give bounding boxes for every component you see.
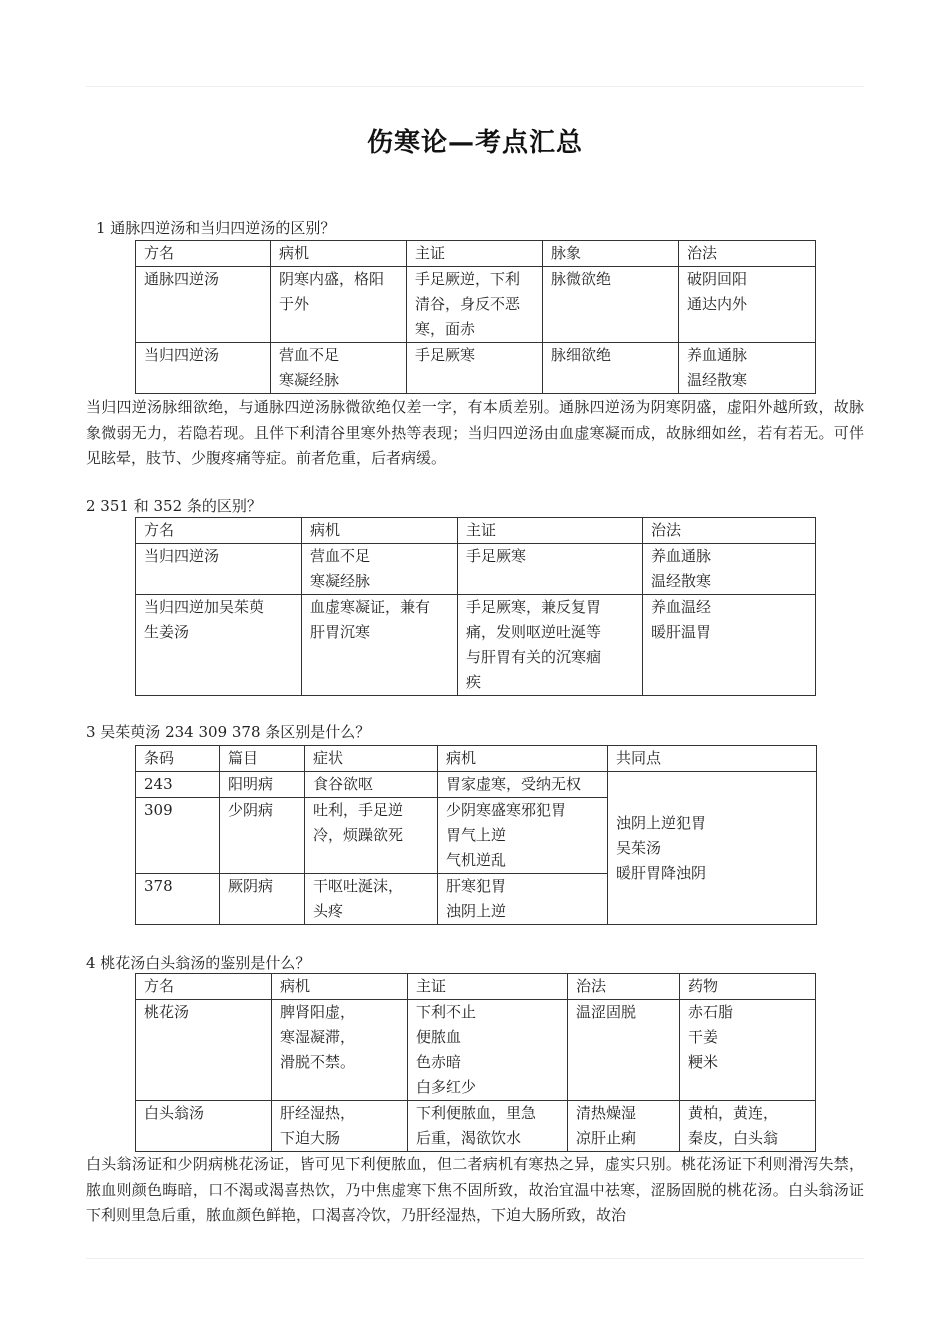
table-header-cell: 主证 (458, 518, 643, 544)
table-cell (438, 874, 608, 925)
cell-line: 暖肝温胃 (651, 623, 712, 641)
page-title: 伤寒论—考点汇总 (366, 128, 583, 158)
cell-line: 疾 (466, 673, 482, 691)
table-cell (272, 1000, 408, 1101)
table-cell (136, 772, 220, 798)
table-row (136, 544, 816, 595)
cell-line: 冷，烦躁欲死 (313, 826, 404, 844)
cell-line: 于外 (279, 295, 310, 313)
q3-table-body (136, 746, 817, 925)
cell-line: 当归四逆汤 (144, 547, 220, 565)
cell-line: 干呕吐涎沫， (313, 877, 404, 895)
table-cell (680, 1101, 816, 1152)
table-header-cell: 主证 (408, 974, 568, 1000)
table-cell (458, 595, 643, 696)
cell-line: 营血不足 (310, 547, 371, 565)
cell-line: 浊阴上逆 (446, 902, 507, 920)
q1-table (135, 240, 816, 394)
cell-line: 脉细欲绝 (551, 346, 612, 364)
q3-table (135, 745, 817, 925)
table-row (136, 1101, 816, 1152)
table-cell (568, 1000, 680, 1101)
table-header-row (136, 241, 816, 267)
q4-explanation: 白头翁汤证和少阴病桃花汤证，皆可见下利便脓血，但二者病机有寒热之异，虚实只别。桃花汤证下利则滑泻失禁，脓血则颜色晦暗，口不渴或渴喜热饮，乃中焦虚寒下焦不固所致，故治宜温中祛寒，涩肠固脱的桃花汤。白头翁汤证下利则里急后重，脓血颜色鲜艳，口渴喜冷饮，乃肝经湿热，下迫大肠所致，故治 (86, 1155, 864, 1224)
table-cell (220, 798, 305, 874)
table-cell (136, 343, 271, 394)
q2-table (135, 517, 816, 696)
cell-line: 手足厥寒 (415, 346, 476, 364)
table-cell (136, 544, 302, 595)
cell-line: 下利便脓血，里急 (416, 1104, 537, 1122)
table-cell (305, 798, 438, 874)
cell-line: 寒湿凝滞， (280, 1028, 356, 1046)
table-cell (408, 1101, 568, 1152)
table-cell (271, 267, 407, 343)
question-3-label: 3 吴茱萸汤 234 309 378 条区别是什么？ (86, 723, 371, 741)
cell-line: 当归四逆汤 (144, 346, 220, 364)
table-cell (305, 772, 438, 798)
table-header-cell: 条码 (136, 746, 220, 772)
q2-table-body (136, 518, 816, 696)
cell-line: 243 (144, 775, 173, 793)
q1-explanation: 当归四逆汤脉细欲绝，与通脉四逆汤脉微欲绝仅差一字，有本质差别。通脉四逆汤为阴寒阴盛，虚阳外越所致，故脉象微弱无力，若隐若现。且伴下利清谷里寒外热等表现；当归四逆汤由血虚寒凝而成，故脉细如丝，若有若无。可伴见眩晕，肢节、少腹疼痛等症。前者危重，后者病缓。 (86, 398, 864, 467)
cell-line: 手足厥寒，兼反复胃 (466, 598, 602, 616)
cell-line: 肝寒犯胃 (446, 877, 507, 895)
table-cell (272, 1101, 408, 1152)
table-cell (643, 595, 816, 696)
cell-line: 手足厥逆，下利 (415, 270, 521, 288)
cell-line: 粳米 (688, 1053, 719, 1071)
cell-line: 清热燥湿 (576, 1104, 637, 1122)
cell-line: 378 (144, 877, 173, 895)
cell-line: 温经散寒 (687, 371, 748, 389)
cell-line: 赤石脂 (688, 1003, 734, 1021)
cell-line: 秦皮，白头翁 (688, 1129, 779, 1147)
cell-line: 寒凝经脉 (310, 572, 371, 590)
cell-line: 白头翁汤 (144, 1104, 205, 1122)
cell-line: 下利不止 (416, 1003, 477, 1021)
cell-line: 少阴病 (228, 801, 274, 819)
table-cell (136, 1000, 272, 1101)
cell-line: 痛，发则呕逆吐涎等 (466, 623, 602, 641)
footer-rule (86, 1258, 864, 1259)
cell-line: 阳明病 (228, 775, 274, 793)
cell-line: 破阴回阳 (687, 270, 748, 288)
table-header-cell: 方名 (136, 974, 272, 1000)
cell-line: 通达内外 (687, 295, 748, 313)
cell-line: 与肝胃有关的沉寒痼 (466, 648, 602, 666)
cell-line: 少阴寒盛寒邪犯胃 (446, 801, 567, 819)
table-row (136, 267, 816, 343)
table-row (136, 1000, 816, 1101)
header-rule (86, 86, 864, 87)
cell-line: 肝胃沉寒 (310, 623, 371, 641)
table-cell (136, 267, 271, 343)
cell-line: 黄柏，黄连， (688, 1104, 779, 1122)
table-cell (458, 544, 643, 595)
cell-line: 肝经湿热， (280, 1104, 356, 1122)
table-header-cell: 病机 (438, 746, 608, 772)
table-header-cell: 脉象 (543, 241, 679, 267)
cell-line: 后重，渴欲饮水 (416, 1129, 522, 1147)
table-cell (220, 772, 305, 798)
cell-line: 滑脱不禁。 (280, 1053, 356, 1071)
table-cell (438, 772, 608, 798)
table-cell (608, 772, 817, 925)
table-row (136, 772, 817, 798)
table-cell (568, 1101, 680, 1152)
table-cell (220, 874, 305, 925)
question-4-label: 4 桃花汤白头翁汤的鉴别是什么？ (86, 954, 311, 972)
cell-line: 养血温经 (651, 598, 712, 616)
table-header-cell: 主证 (407, 241, 543, 267)
table-cell (136, 1101, 272, 1152)
table-cell (543, 343, 679, 394)
table-header-cell: 治法 (643, 518, 816, 544)
cell-line: 脾肾阳虚， (280, 1003, 356, 1021)
cell-line: 便脓血 (416, 1028, 462, 1046)
cell-line: 浊阴上逆犯胃 (616, 813, 707, 832)
q1-table-body (136, 241, 816, 394)
cell-line: 吐利，手足逆 (313, 801, 404, 819)
table-header-cell: 治法 (679, 241, 816, 267)
table-header-cell: 篇目 (220, 746, 305, 772)
table-header-cell: 病机 (271, 241, 407, 267)
cell-line: 营血不足 (279, 346, 340, 364)
table-row (136, 343, 816, 394)
table-cell (407, 343, 543, 394)
cell-line: 寒，面赤 (415, 320, 476, 338)
cell-line: 寒凝经脉 (279, 371, 340, 389)
table-cell (679, 267, 816, 343)
table-cell (679, 343, 816, 394)
table-cell (302, 595, 458, 696)
table-cell (271, 343, 407, 394)
cell-line: 白多红少 (416, 1078, 477, 1096)
cell-line: 厥阴病 (228, 877, 274, 895)
table-cell (543, 267, 679, 343)
question-1-label: 1 通脉四逆汤和当归四逆汤的区别？ (96, 219, 336, 237)
table-header-row (136, 746, 817, 772)
cell-line: 暖肝胃降浊阴 (616, 863, 707, 882)
cell-line: 脉微欲绝 (551, 270, 612, 288)
table-header-cell: 治法 (568, 974, 680, 1000)
table-cell (643, 544, 816, 595)
table-header-cell: 共同点 (608, 746, 817, 772)
table-header-cell: 方名 (136, 518, 302, 544)
table-row (136, 595, 816, 696)
cell-line: 温经散寒 (651, 572, 712, 590)
table-header-cell: 症状 (305, 746, 438, 772)
table-cell (136, 798, 220, 874)
cell-line: 桃花汤 (144, 1003, 190, 1021)
cell-line: 头疼 (313, 902, 344, 920)
table-header-row (136, 974, 816, 1000)
table-cell (302, 544, 458, 595)
cell-line: 养血通脉 (651, 547, 712, 565)
cell-line: 胃家虚寒，受纳无权 (446, 775, 582, 793)
table-header-cell: 方名 (136, 241, 271, 267)
cell-line: 清谷，身反不恶 (415, 295, 521, 313)
cell-line: 阴寒内盛，格阳 (279, 270, 385, 288)
cell-line: 养血通脉 (687, 346, 748, 364)
cell-line: 吴茱汤 (616, 838, 662, 857)
cell-line: 食谷欲呕 (313, 775, 374, 793)
cell-line: 气机逆乱 (446, 851, 507, 869)
cell-line: 血虚寒凝证，兼有 (310, 598, 431, 616)
cell-line: 胃气上逆 (446, 826, 507, 844)
cell-line: 下迫大肠 (280, 1129, 341, 1147)
table-cell (136, 595, 302, 696)
cell-line: 色赤暗 (416, 1053, 462, 1071)
table-cell (438, 798, 608, 874)
q4-table-body (136, 974, 816, 1152)
table-header-row (136, 518, 816, 544)
cell-line: 生姜汤 (144, 623, 190, 641)
table-cell (408, 1000, 568, 1101)
q4-table (135, 973, 816, 1152)
table-cell (136, 874, 220, 925)
cell-line: 309 (144, 801, 173, 819)
cell-line: 手足厥寒 (466, 547, 527, 565)
cell-line: 温涩固脱 (576, 1003, 637, 1021)
table-header-cell: 药物 (680, 974, 816, 1000)
cell-line: 当归四逆加吴茱萸 (144, 598, 265, 616)
table-cell (305, 874, 438, 925)
cell-line: 干姜 (688, 1028, 719, 1046)
table-header-cell: 病机 (302, 518, 458, 544)
table-cell (407, 267, 543, 343)
table-header-cell: 病机 (272, 974, 408, 1000)
cell-line: 通脉四逆汤 (144, 270, 220, 288)
table-cell (680, 1000, 816, 1101)
question-2-label: 2 351 和 352 条的区别？ (86, 497, 262, 515)
cell-line: 凉肝止痢 (576, 1129, 637, 1147)
